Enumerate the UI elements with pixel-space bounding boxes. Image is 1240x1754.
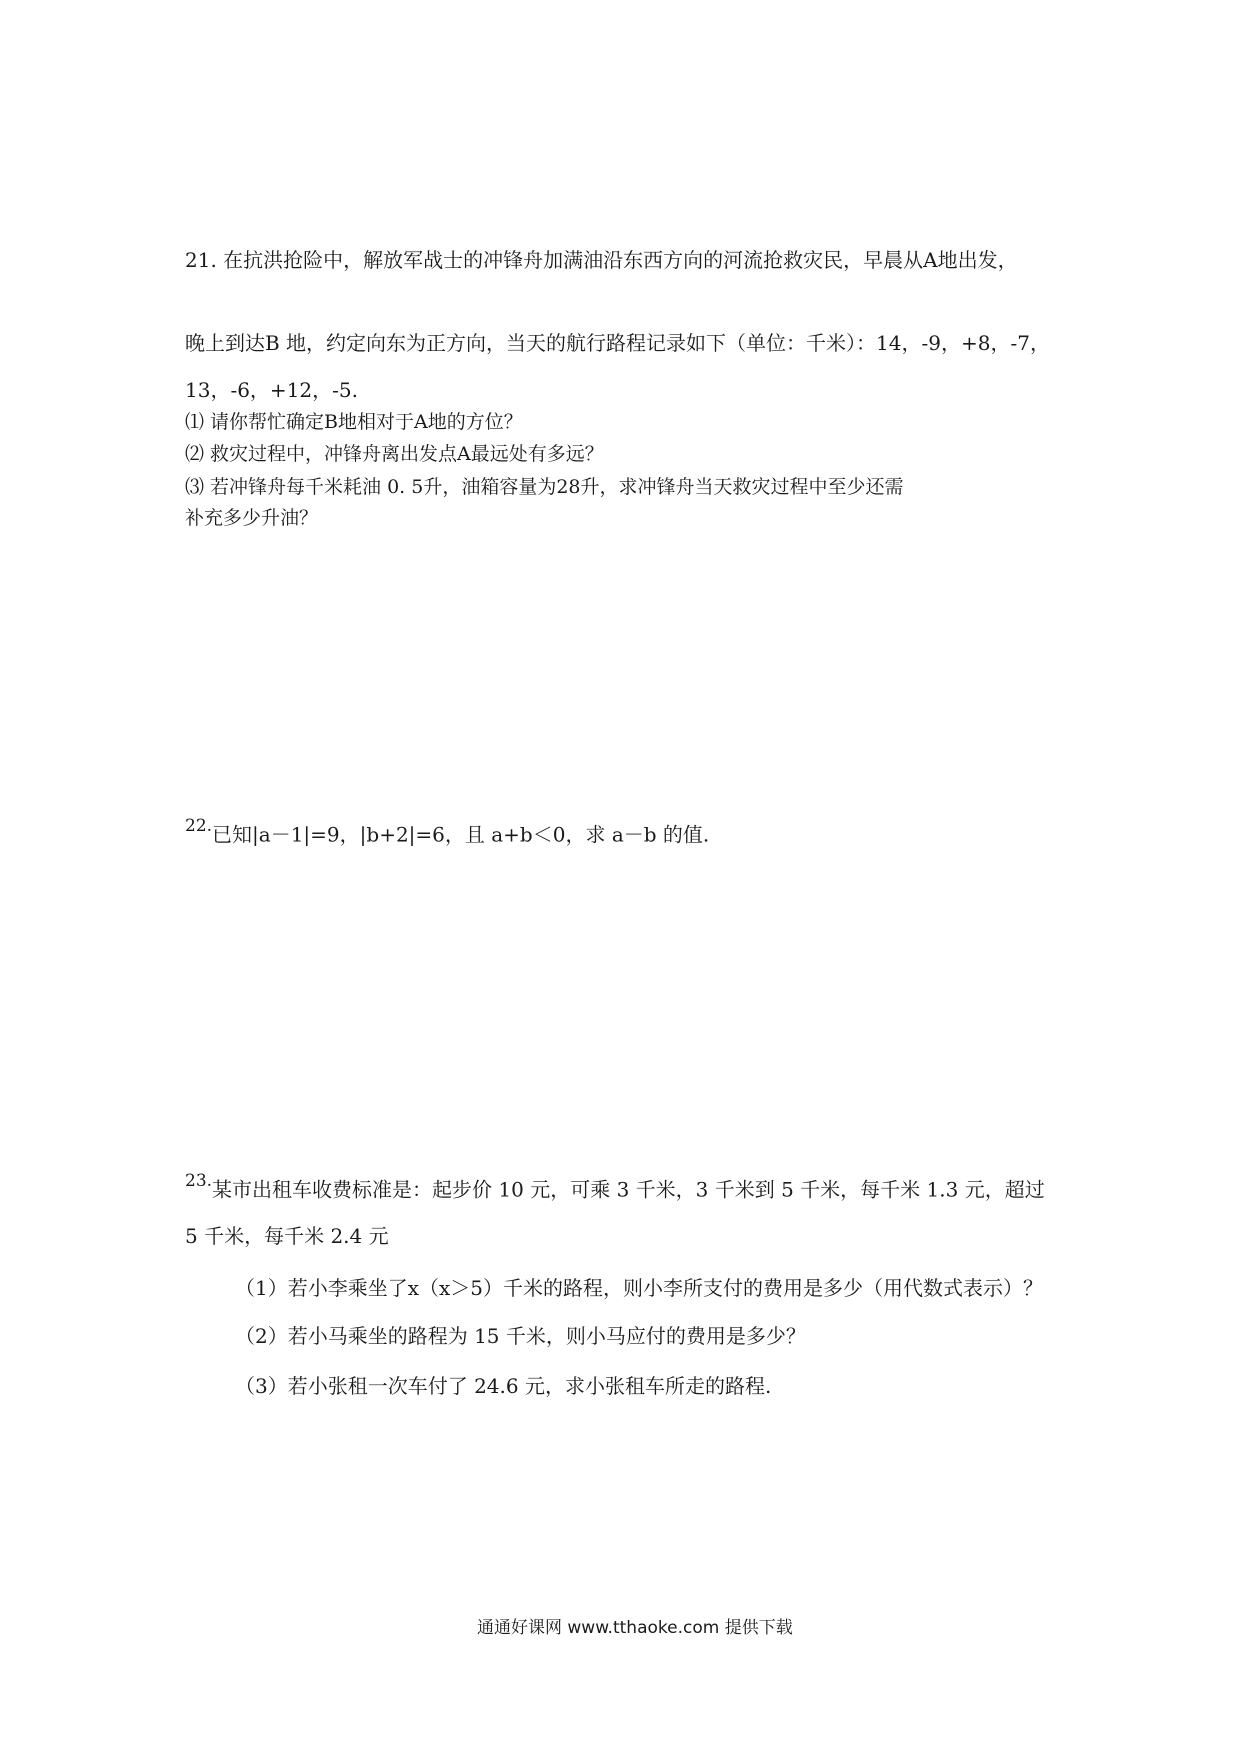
q23-part-3: （3）若小张租一次车付了 24.6 元，求小张租车所走的路程. [235, 1374, 772, 1398]
q22-number: 22. [185, 816, 213, 836]
q23-line-1 [185, 1172, 1045, 1202]
q23-line-2: 5 千米，每千米 2.4 元 [185, 1224, 389, 1248]
q23-part-1: （1）若小李乘坐了x（x＞5）千米的路程，则小李所支付的费用是多少（用代数式表示）？ [235, 1276, 1044, 1300]
q21-line-3: 13，-6，+12，-5. [185, 378, 358, 402]
q21-part-3-line-2: 补充多少升油？ [185, 507, 319, 529]
q23-text-1: 某市出租车收费标准是：起步价 10 元，可乘 3 千米，3 千米到 5 千米，每千米 1.3 元，超过 [212, 1177, 1045, 1202]
q21-part-3-line-1: ⑶ 若冲锋舟每千米耗油 0. 5升，油箱容量为28升，求冲锋舟当天救灾过程中至少还需 [185, 476, 904, 498]
q22-text: 已知|a－1|=9，|b+2|=6，且 a+b＜0，求 a－b 的值. [212, 822, 710, 847]
q21-line-1: 21. 在抗洪抢险中，解放军战士的冲锋舟加满油沿东西方向的河流抢救灾民，早晨从A地出发， [185, 248, 1018, 272]
q21-line-2: 晚上到达B 地，约定向东为正方向，当天的航行路程记录如下（单位：千米）：14，-9，+8，-7， [185, 331, 1050, 355]
q21-part-2: ⑵ 救灾过程中，冲锋舟离出发点A最远处有多远？ [185, 443, 604, 465]
q22-question [185, 817, 709, 847]
q21-part-1: ⑴ 请你帮忙确定B地相对于A地的方位？ [185, 411, 523, 433]
q23-number: 23. [185, 1171, 213, 1191]
q23-part-2: （2）若小马乘坐的路程为 15 千米，则小马应付的费用是多少？ [235, 1324, 806, 1348]
footer-credit: 通通好课网 www.tthaoke.com 提供下载 [477, 1618, 793, 1638]
